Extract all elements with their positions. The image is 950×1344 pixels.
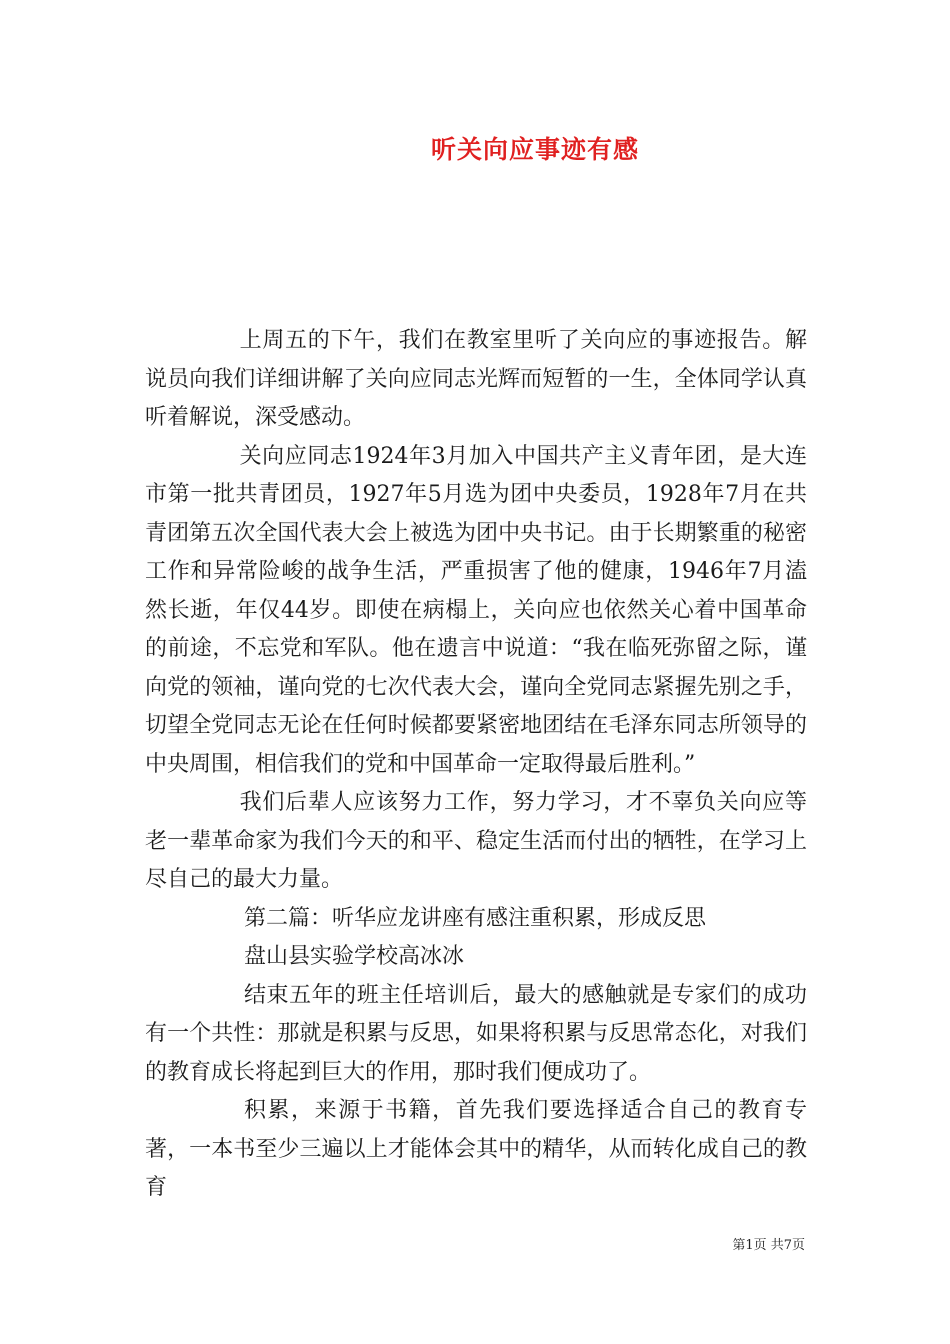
document-body (145, 322, 807, 1208)
section-heading: 第二篇：听华应龙讲座有感注重积累，形成反思 (244, 905, 707, 931)
paragraph-4: 结束五年的班主任培训后，最大的感触就是专家们的成功有一个共性：那就是积累与反思，如果将积累与反思常态化，对我们的教育成长将起到巨大的作用，那时我们便成功了。 (145, 982, 807, 1085)
page-number: 第1页 共7页 (732, 1238, 805, 1253)
document-title: 听关向应事迹有感 (430, 135, 639, 164)
paragraph-5: 积累，来源于书籍，首先我们要选择适合自己的教育专著，一本书至少三遍以上才能体会其中的精华，从而转化成自己的教育 (145, 1098, 807, 1200)
paragraph-2: 关向应同志1924年3月加入中国共产主义青年团，是大连市第一批共青团员，1927年5月选为团中央委员，1928年7月在共青团第五次全国代表大会上被选为团中央书记。由于长期繁重的秘密工作和异常险峻的战争生活，严重损害了他的健康，1946年7月溘然长逝，年仅44岁。即使在病榻上，关向应也依然关心着中国革命的前途，不忘党和军队。他在遗言中说道：“我在临死弥留之际，谨向党的领袖，谨向党的七次代表大会，谨向全党同志紧握先别之手，切望全党同志无论在任何时候都要紧密地团结在毛泽东同志所领导的中央周围，相信我们的党和中国革命一定取得最后胜利。” (145, 443, 807, 777)
author-line: 盘山县实验学校高冰冰 (244, 944, 465, 969)
paragraph-3: 我们后辈人应该努力工作，努力学习，才不辜负关向应等老一辈革命家为我们今天的和平、稳定生活而付出的牺牲，在学习上尽自己的最大力量。 (145, 790, 807, 892)
paragraph-1: 上周五的下午，我们在教室里听了关向应的事迹报告。解说员向我们详细讲解了关向应同志光辉而短暂的一生，全体同学认真听着解说，深受感动。 (145, 328, 807, 430)
